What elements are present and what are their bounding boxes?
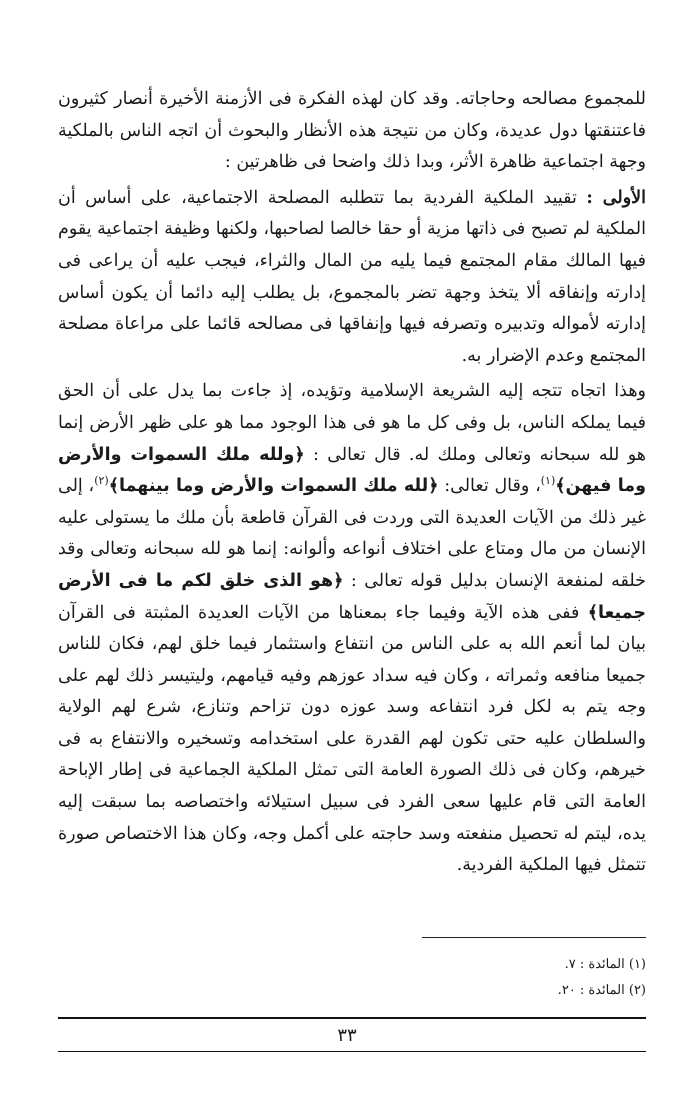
footnote: (١) المائدة : ٧.	[564, 957, 646, 972]
paragraph-text: ، وقال تعالى:	[444, 476, 541, 497]
footnote-divider	[422, 937, 646, 938]
page-footer-rule	[58, 1017, 646, 1019]
footnotes	[346, 952, 646, 1004]
quran-verse: ﴿هو الذى خلق لكم ما فى الأرض جميعا﴾	[58, 570, 646, 623]
quran-verse: ﴿ولله ملك السموات والأرض وما فيهن﴾	[58, 444, 646, 497]
paragraph	[58, 84, 646, 179]
paragraph-text: للمجموع مصالحه وحاجاته. وقد كان لهذه الفكرة فى الأزمنة الأخيرة أنصار كثيرون فاعتنقتها دول عديدة، وكان من نتيجة هذه الأنظار والبحوث أن اتجه الناس بالملكية وجهة اجتماعية ظاهرة الأثر، وبدا ذلك واضحا فى ظاهرتين :	[58, 89, 646, 173]
footnote-ref: (١)	[540, 474, 556, 488]
paragraph	[58, 376, 646, 882]
page-number: ٣٣	[337, 1025, 357, 1046]
paragraph-lead: الأولى :	[586, 187, 646, 208]
paragraph-text: ، إلى غير ذلك من الآيات العديدة التى وردت فى القرآن قاطعة بأن ملك ما يستولى عليه الإنسان من مال ومتاع على اختلاف أنواعه وألوانه: إنما هو لله سبحانه وتعالى وقد خلقه لمنفعة الإنسان بدليل قوله تعالى :	[58, 476, 646, 591]
paragraph-text: ففى هذه الآية وفيما جاء بمعناها من الآيات العديدة المثبتة فى القرآن بيان لما أنعم الله به على الناس من انتفاع واستثمار فيما خلق لهم، فكان للناس جميعا منافعه وثمراته ، وكان فيه سداد عوزهم وفيه قيامهم، وليتيسر ذلك لهم على وجه يتم به لكل فرد انتفاعه وسد عوزه دون تزاحم وتنازع، شرع لهم الولاية والسلطان عليه حتى تكون لهم القدرة على استخدامه وتسخيره والانتفاع به فى خيرهم، وكان فى ذلك الصورة العامة التى تمثل الملكية الجماعية فى إطار الإباحة العامة التى قام عليها سعى الفرد فى سبيل استيلائه واختصاصه بما سبقت إليه يده، ليتم له تحصيل منفعته وسد حاجته على أكمل وجه، وكان هذا الاختصاص صورة تتمثل فيها الملكية الفردية.	[58, 602, 646, 876]
quran-verse: ﴿لله ملك السموات والأرض وما بينهما﴾	[108, 476, 439, 497]
footnote: (٢) المائدة : ٢٠.	[557, 983, 646, 998]
paragraph-text: وهذا اتجاه تتجه إليه الشريعة الإسلامية وتؤيده، إذ جاءت بما يدل على أن الحق فيما يملكه الناس، بل وفى كل ما هو فى هذا الوجود مما هو على ظهر الأرض إنما هو لله سبحانه وتعالى وملك له. قال تعالى :	[58, 381, 646, 465]
page-body	[58, 84, 646, 882]
paragraph-text: تقييد الملكية الفردية بما تتطلبه المصلحة الاجتماعية، على أساس أن الملكية لم تصبح فى ذاتها مزية أو حقا خالصا لصاحبها، ولكنها وظيفة اجتماعية يقوم فيها المالك مقام المجتمع فيما يليه من المال والثراء، فيجب عليه أن يراعى فى إدارته وإنفاقه ألا يتخذ وجهة تضر بالمجموع، بل يطلب إليه دائما أن يكون أساس إدارته لأمواله وتدبيره وتصرفه فيها وإنفاقها فى مصالحه قائما على مراعاة مصلحة المجتمع وعدم الإضرار به.	[58, 187, 646, 366]
page-footer-rule	[58, 1051, 646, 1052]
paragraph	[58, 183, 646, 373]
footnote-ref: (٢)	[94, 474, 109, 488]
